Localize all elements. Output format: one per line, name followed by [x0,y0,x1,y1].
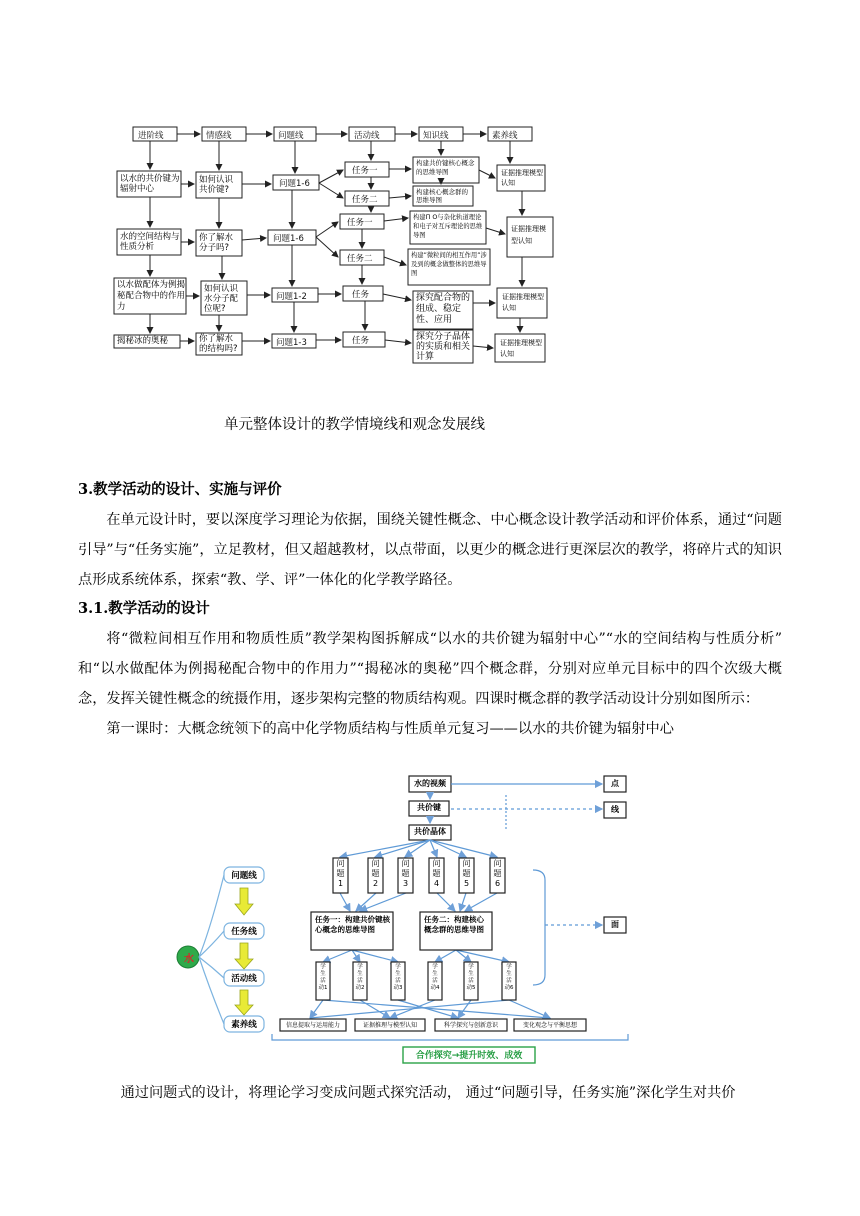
activity-box: 学生活动3 [393,964,403,991]
literacy-node: 证据推理模型认知 [502,293,544,312]
header-advance: 进阶线 [138,131,164,141]
emotion-node: 你了解水分子吗? [199,233,234,253]
top-covalent: 共价键 [417,803,441,812]
knowledge-node: 构建”微粒间的相互作用”涉及到的概念做整体的思维导图 [411,252,487,277]
lesson-title: 第一课时：大概念统领下的高中化学物质结构与性质单元复习——以水的共价键为辐射中心 [106,721,674,737]
question-node: 问题1-6 [273,234,304,244]
question-box: 问题5 [462,859,471,888]
emotion-node: 如何认识水分子配位呢? [204,284,239,314]
question-box: 问题1 [336,859,345,888]
stage-node: 水的空间结构与性质分析 [120,232,180,252]
knowledge-node: 探究配合物的组成、稳定性、应用 [416,293,471,325]
literacy-box: 信息提取与运用能力 [285,1022,340,1029]
question-node: 问题1-2 [276,292,307,302]
activity-box: 学生活动6 [504,964,514,991]
literacy-box: 科学探究与创新意识 [443,1022,498,1029]
activity-node: 任务一 [352,166,378,176]
header-knowledge: 知识线 [423,131,449,141]
question-box: 问题2 [371,859,380,888]
header-question: 问题线 [278,131,304,141]
knowledge-node: 构建核心概念群的思维导图 [416,188,468,204]
stage-node: 揭秘冰的奥秘 [117,336,169,346]
banner-label: 合作探究→提升时效、成效 [415,1051,523,1061]
question-box: 问题6 [493,859,502,888]
closing-paragraph: 通过问题式的设计，将理论学习变成问题式探究活动， 通过“问题引导，任务实施”深化学生对共价 [120,1085,736,1101]
task-two: 任务二：构建核心概念群的思维导图 [424,915,484,934]
activity-node: 任务一 [347,218,373,228]
activity-node: 任务 [352,290,370,300]
literacy-box: 证据推理与模型认知 [362,1022,417,1029]
line-activity: 活动线 [231,974,257,984]
water-label: 水 [184,954,194,965]
activity-box: 学生活动5 [466,964,476,991]
header-emotion: 情感线 [206,131,232,141]
activity-box: 学生活动1 [318,964,328,991]
line-literacy: 素养线 [231,1020,257,1030]
activity-box: 学生活动4 [430,964,440,991]
paragraph: 将“微粒间相互作用和物质性质”教学架构图拆解成“以水的共价键为辐射中心”“水的空间结构与性质分析” 和“以水做配体为例揭秘配合物中的作用力”“揭秘冰的奥秘”四个概念群，分别对应单元目标中的四个次级大概念，发挥关键性概念的统摄作用，逐步架构完整的物质结构观。四课时概念群的教学活动设计分别如图所示： [78,631,782,707]
right-line: 线 [611,805,619,814]
top-crystal: 共价晶体 [414,827,446,836]
emotion-node: 如何认识共价键? [199,175,234,195]
header-literacy: 素养线 [492,131,518,141]
literacy-box: 变化观念与平衡思想 [522,1022,577,1029]
question-box: 问题4 [432,859,441,888]
stage-node: 以水的共价键为辐射中心 [120,174,180,194]
stage-node: 以水做配体为例揭秘配合物中的作用力 [117,280,186,312]
paragraph: 在单元设计时，要以深度学习理论为依据，围绕关键性概念、中心概念设计教学活动和评价体系，通过“问题引导”与“任务实施”，立足教材，但又超越教材，以点带面，以更少的概念进行更深层次的教学，将碎片式的知识点形成系统体系，探索“教、学、评”一体化的化学教学路径。 [78,512,782,588]
line-question: 问题线 [231,871,257,881]
activity-node: 任务二 [347,254,373,264]
right-plane: 面 [611,920,619,929]
section-heading: 3.1.教学活动的设计 [78,600,210,617]
activity-node: 任务二 [352,195,378,205]
top-video: 水的视频 [414,779,446,788]
section-heading: 3.教学活动的设计、实施与评价 [78,481,282,498]
header-activity: 活动线 [354,131,380,141]
emotion-node: 你了解水的结构吗? [199,334,238,354]
question-box: 问题3 [401,859,410,888]
right-point: 点 [611,779,619,788]
literacy-node: 证据推理模型认知 [500,339,542,358]
knowledge-node: 探究分子晶体的实质和相关计算 [416,332,471,362]
activity-node: 任务 [352,336,370,346]
knowledge-node: 构建Π O与杂化轨道理论和电子对互斥理论的思维导图 [413,214,483,239]
activity-box: 学生活动2 [355,964,365,991]
question-node: 问题1-3 [276,338,307,348]
line-task: 任务线 [231,927,257,937]
task-one: 任务一：构建共价键核心概念的思维导图 [315,915,390,934]
question-node: 问题1-6 [279,179,310,189]
knowledge-node: 构建共价键核心概念的思维导图 [416,159,475,176]
literacy-node: 证据推理模型认知 [511,225,546,245]
literacy-node: 证据推理模型认知 [501,169,543,187]
figure-caption: 单元整体设计的教学情境线和观念发展线 [224,417,485,433]
